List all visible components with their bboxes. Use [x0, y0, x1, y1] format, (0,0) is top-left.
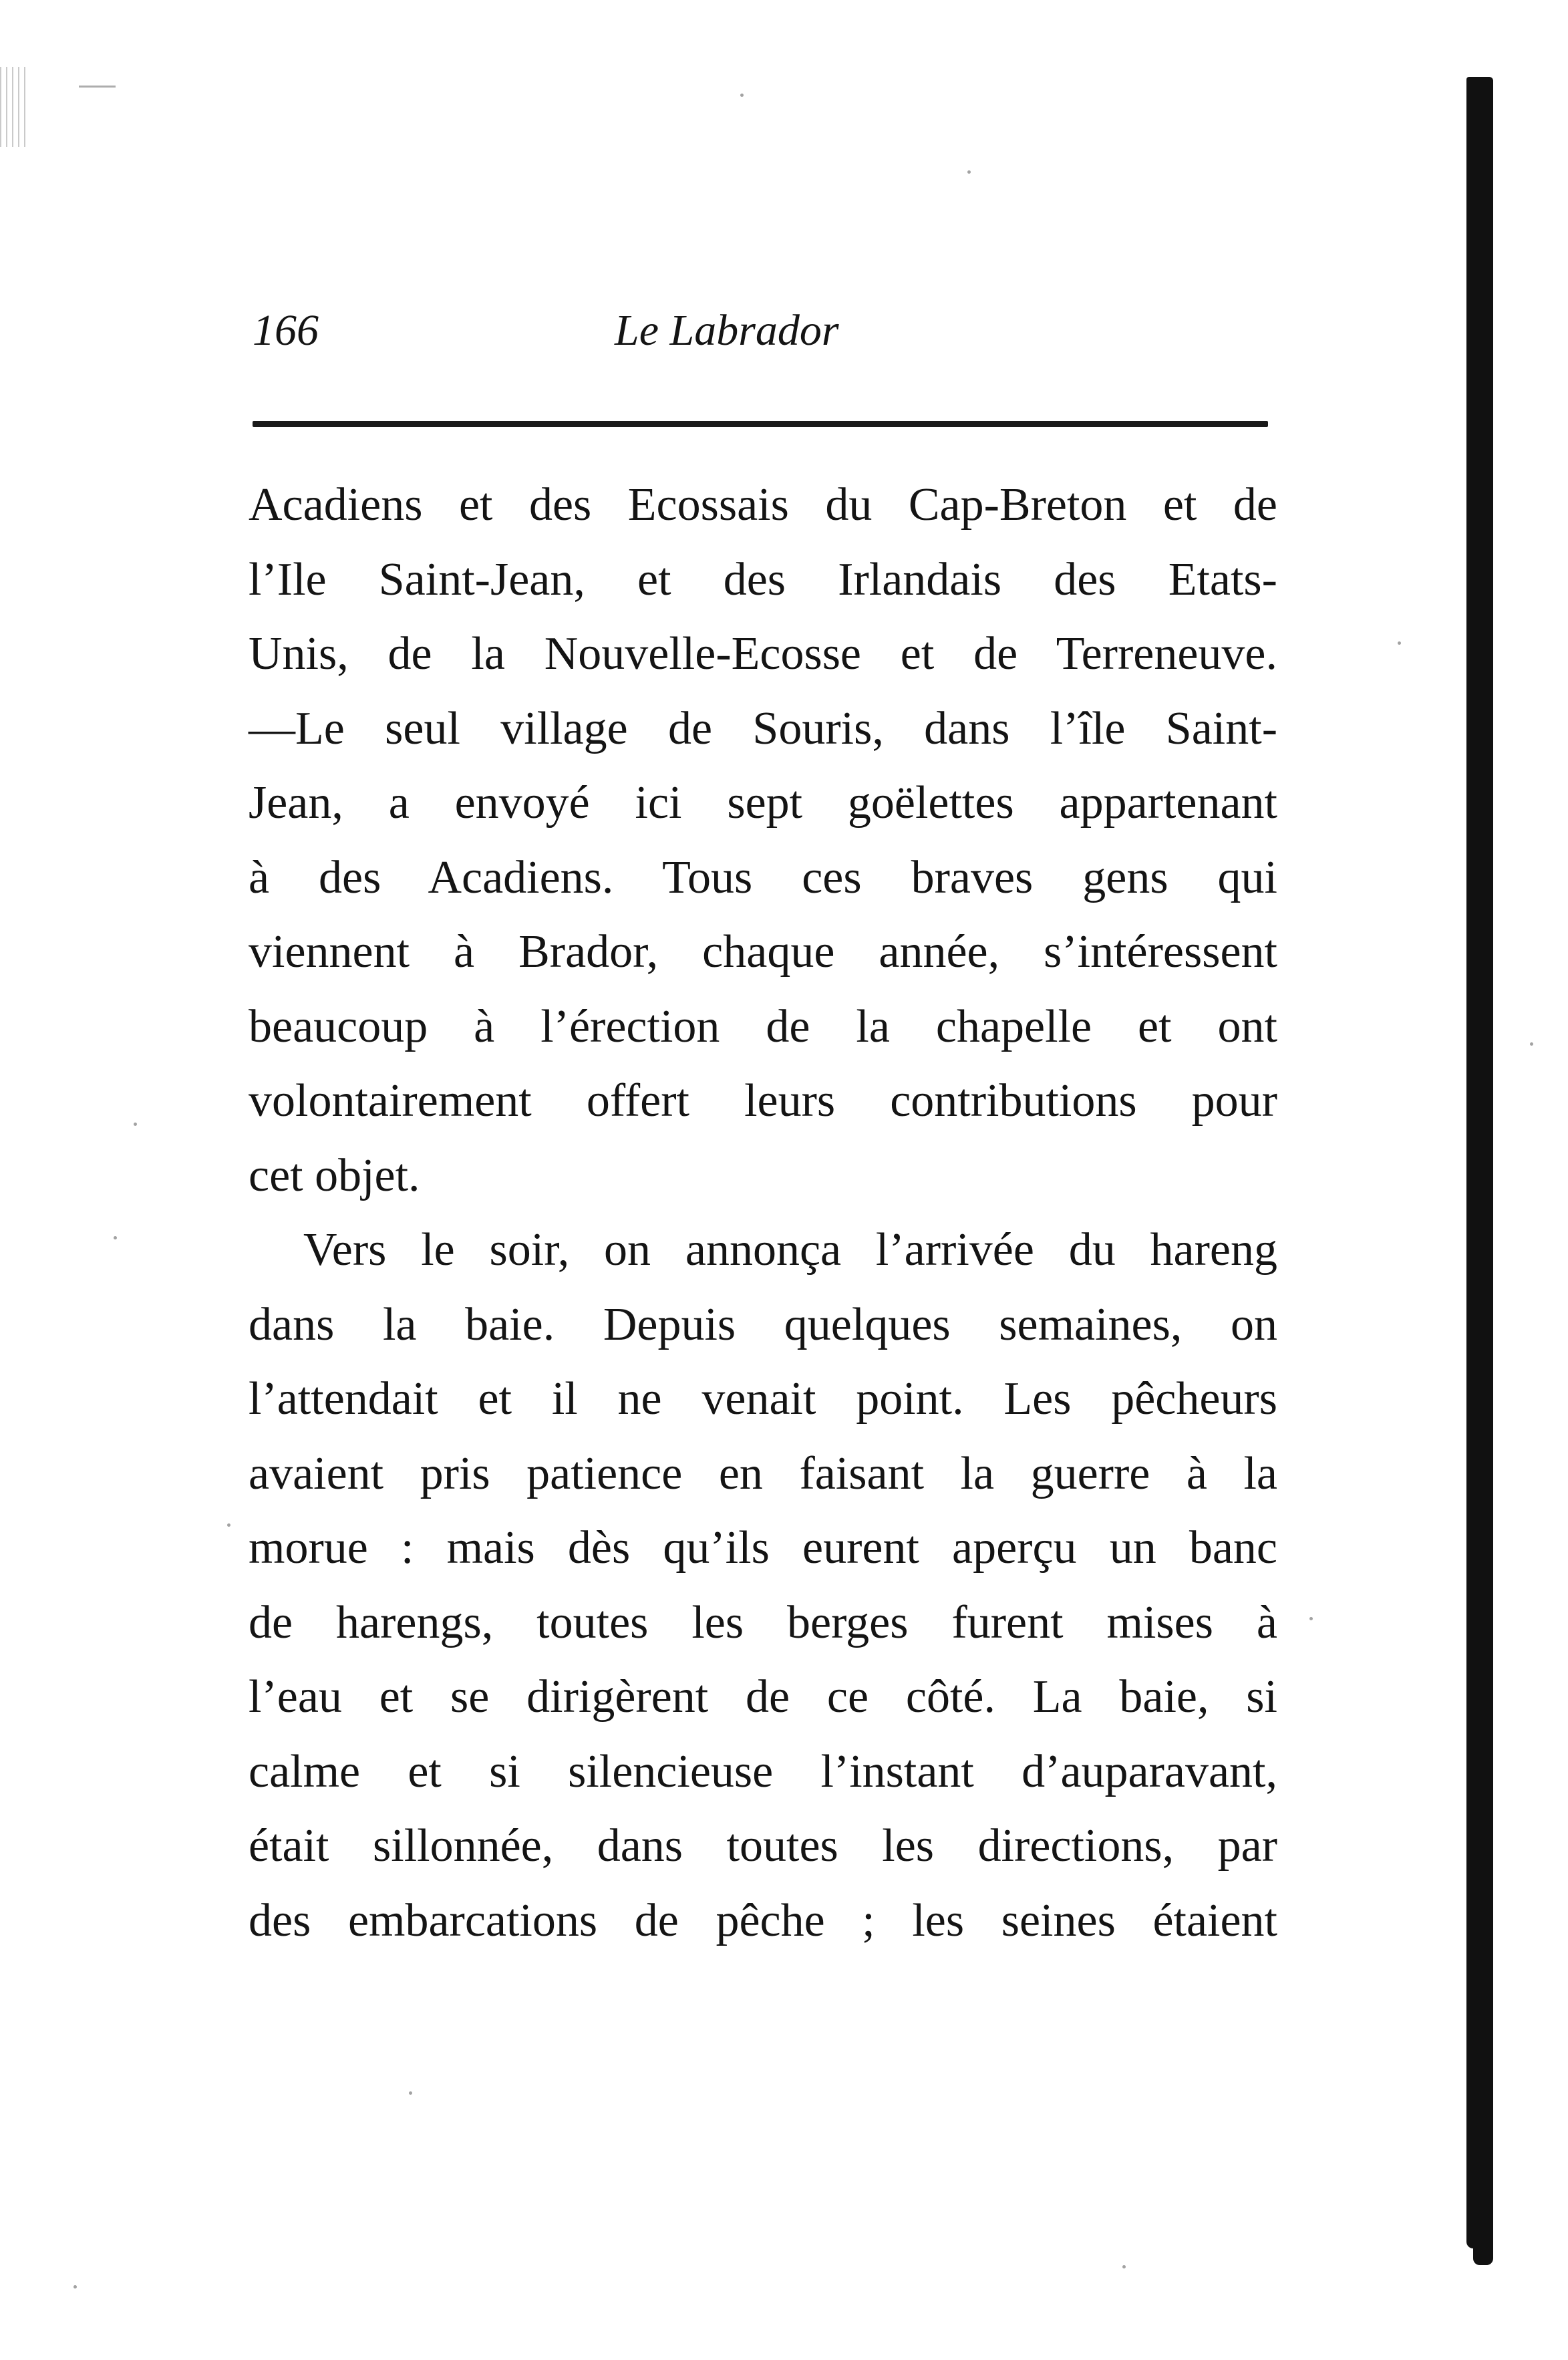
scan-dash-artifact	[79, 86, 116, 88]
header-rule	[253, 421, 1268, 427]
text-line: beaucoup à l’érection de la chapelle et ont	[249, 1000, 1277, 1052]
text-line: à des Acadiens. Tous ces braves gens qui	[249, 851, 1277, 903]
scan-speck	[1309, 1617, 1313, 1620]
text-line: Unis, de la Nouvelle-Ecosse et de Terreneuve.	[249, 628, 1277, 680]
scan-speck	[409, 2091, 412, 2095]
text-line: Jean, a envoyé ici sept goëlettes appartenant	[249, 777, 1277, 829]
scan-speck	[227, 1523, 230, 1527]
scan-corner-artifact	[0, 67, 27, 147]
scan-speck	[1530, 1042, 1533, 1046]
text-line: l’attendait et il ne venait point. Les pêcheurs	[249, 1373, 1277, 1425]
text-line: avaient pris patience en faisant la guerre à la	[249, 1447, 1277, 1499]
text-line: l’Ile Saint-Jean, et des Irlandais des Etats-	[249, 553, 1277, 605]
text-line: volontairement offert leurs contributions pour	[249, 1075, 1277, 1127]
text-line: morue : mais dès qu’ils eurent aperçu un banc	[249, 1522, 1277, 1574]
scan-binding-shadow-end	[1473, 2238, 1493, 2265]
scan-speck	[114, 1236, 117, 1239]
scan-speck	[967, 170, 971, 174]
text-line: —Le seul village de Souris, dans l’île Saint-	[249, 702, 1277, 754]
text-line: était sillonnée, dans toutes les directions, par	[249, 1820, 1277, 1872]
running-title: Le Labrador	[615, 306, 839, 355]
scan-speck	[134, 1123, 137, 1126]
text-line: Vers le soir, on annonça l’arrivée du hareng	[303, 1224, 1277, 1276]
page-number: 166	[253, 306, 319, 355]
text-line: de harengs, toutes les berges furent mises à	[249, 1596, 1277, 1648]
text-line: dans la baie. Depuis quelques semaines, on	[249, 1298, 1277, 1350]
text-line: des embarcations de pêche ; les seines étaient	[249, 1894, 1277, 1946]
text-line: l’eau et se dirigèrent de ce côté. La baie, si	[249, 1671, 1277, 1723]
text-line: calme et si silencieuse l’instant d’auparavant,	[249, 1745, 1277, 1797]
text-line: Acadiens et des Ecossais du Cap-Breton et de	[249, 479, 1277, 531]
text-line: viennent à Brador, chaque année, s’intéressent	[249, 926, 1277, 978]
scan-speck	[1122, 2265, 1126, 2268]
scan-speck	[1398, 641, 1401, 645]
scan-speck	[740, 94, 744, 97]
scan-binding-shadow	[1466, 77, 1493, 2248]
page-header	[253, 294, 1281, 367]
scan-speck	[73, 2285, 77, 2289]
text-line: cet objet.	[249, 1149, 420, 1201]
body-text	[249, 468, 1277, 1958]
